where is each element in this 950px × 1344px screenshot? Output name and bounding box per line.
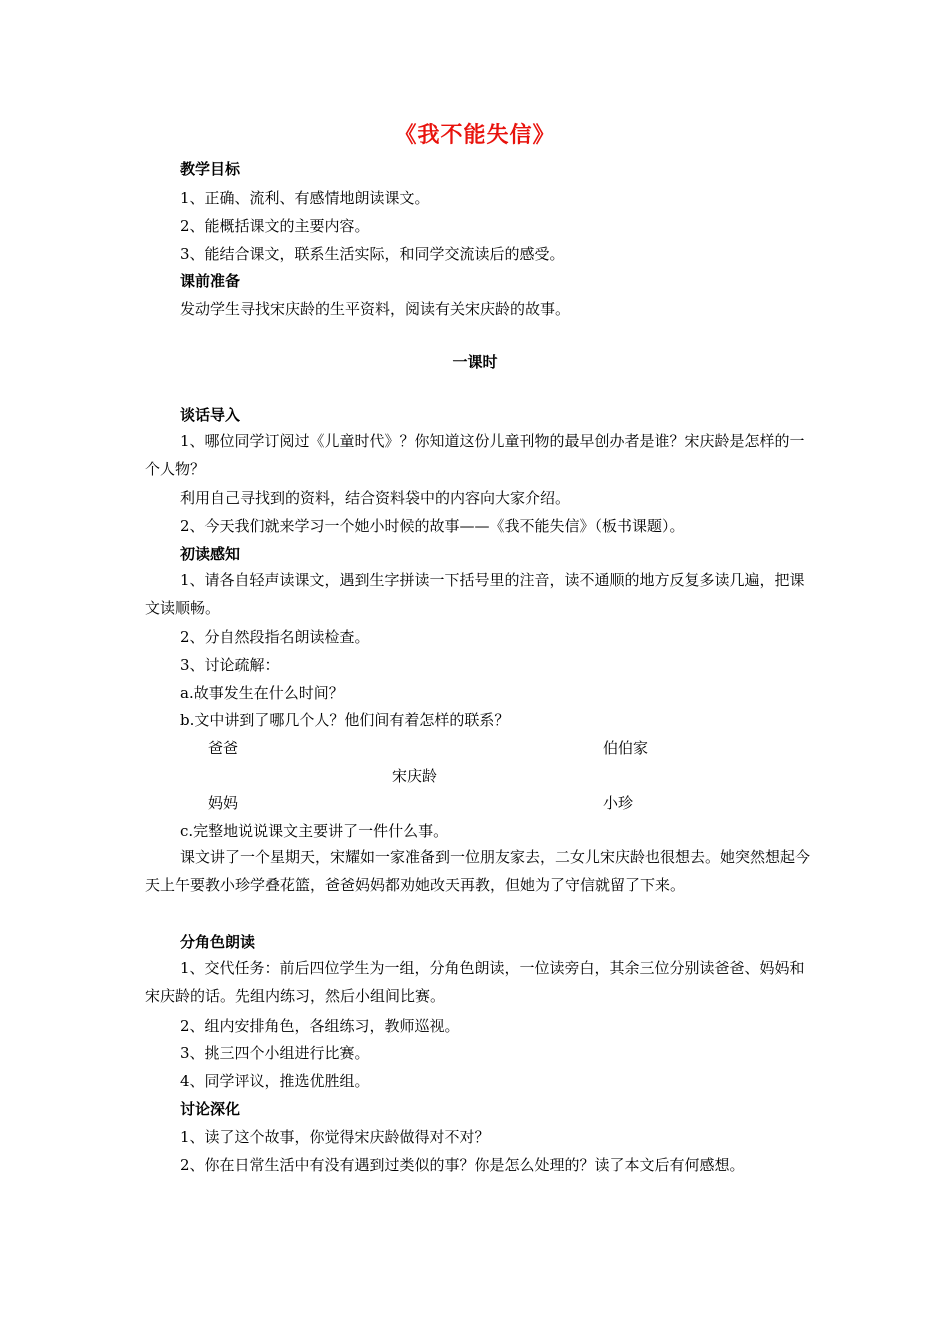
prep-heading: 课前准备 (180, 272, 241, 290)
intro-paragraph-2: 利用自己寻找到的资料，结合资料袋中的内容向大家介绍。 (180, 489, 571, 507)
lesson-label: 一课时 (452, 353, 498, 371)
diagram-uncle-family: 伯伯家 (603, 739, 649, 757)
role-read-heading: 分角色朗读 (180, 933, 256, 951)
diagram-dad: 爸爸 (208, 739, 239, 757)
question-a: a.故事发生在什么时间？ (180, 684, 344, 702)
first-read-paragraph-1: 1、请各自轻声读课文，遇到生字拼读一下括号里的注音，读不通顺的地方反复多读几遍，把课文读顺畅。 (145, 571, 805, 617)
goals-heading: 教学目标 (180, 160, 241, 178)
goal-item-1: 1、正确、流利、有感情地朗读课文。 (180, 189, 430, 207)
discuss-paragraph-1: 1、读了这个故事，你觉得宋庆龄做得对不对？ (180, 1128, 490, 1146)
first-read-heading: 初读感知 (180, 545, 241, 563)
question-c: c.完整地说说课文主要讲了一件什么事。 (180, 822, 449, 840)
role-read-paragraph-3: 3、挑三四个小组进行比赛。 (180, 1044, 370, 1062)
role-read-paragraph-4: 4、同学评议，推选优胜组。 (180, 1072, 370, 1090)
first-read-paragraph-3: 3、讨论疏解： (180, 656, 280, 674)
intro-heading: 谈话导入 (180, 406, 241, 424)
first-read-paragraph-2: 2、分自然段指名朗读检查。 (180, 628, 370, 646)
role-read-paragraph-2: 2、组内安排角色，各组练习，教师巡视。 (180, 1017, 460, 1035)
diagram-xiaozhen: 小珍 (603, 794, 634, 812)
goal-item-3: 3、能结合课文，联系生活实际，和同学交流读后的感受。 (180, 245, 565, 263)
diagram-mom: 妈妈 (208, 794, 239, 812)
role-read-paragraph-1: 1、交代任务：前后四位学生为一组，分角色朗读，一位读旁白，其余三位分别读爸爸、妈妈和宋庆龄的话。先组内练习，然后小组间比赛。 (145, 959, 805, 1005)
prep-text: 发动学生寻找宋庆龄的生平资料，阅读有关宋庆龄的故事。 (180, 300, 571, 318)
discuss-heading: 讨论深化 (180, 1100, 241, 1118)
intro-paragraph-1: 1、哪位同学订阅过《儿童时代》？你知道这份儿童刊物的最早创办者是谁？宋庆龄是怎样的一个人物？ (145, 432, 805, 478)
goal-item-2: 2、能概括课文的主要内容。 (180, 217, 370, 235)
question-b: b.文中讲到了哪几个人？他们间有着怎样的联系？ (180, 711, 510, 729)
document-title: 《我不能失信》 (394, 123, 556, 148)
intro-paragraph-3: 2、今天我们就来学习一个她小时候的故事——《我不能失信》（板书课题）。 (180, 517, 685, 535)
diagram-center-name: 宋庆龄 (392, 767, 438, 785)
story-summary: 课文讲了一个星期天，宋耀如一家准备到一位朋友家去，二女儿宋庆龄也很想去。她突然想起今天上午要教小珍学叠花篮，爸爸妈妈都劝她改天再教，但她为了守信就留了下来。 (145, 848, 811, 894)
discuss-paragraph-2: 2、你在日常生活中有没有遇到过类似的事？你是怎么处理的？读了本文后有何感想。 (180, 1156, 745, 1174)
